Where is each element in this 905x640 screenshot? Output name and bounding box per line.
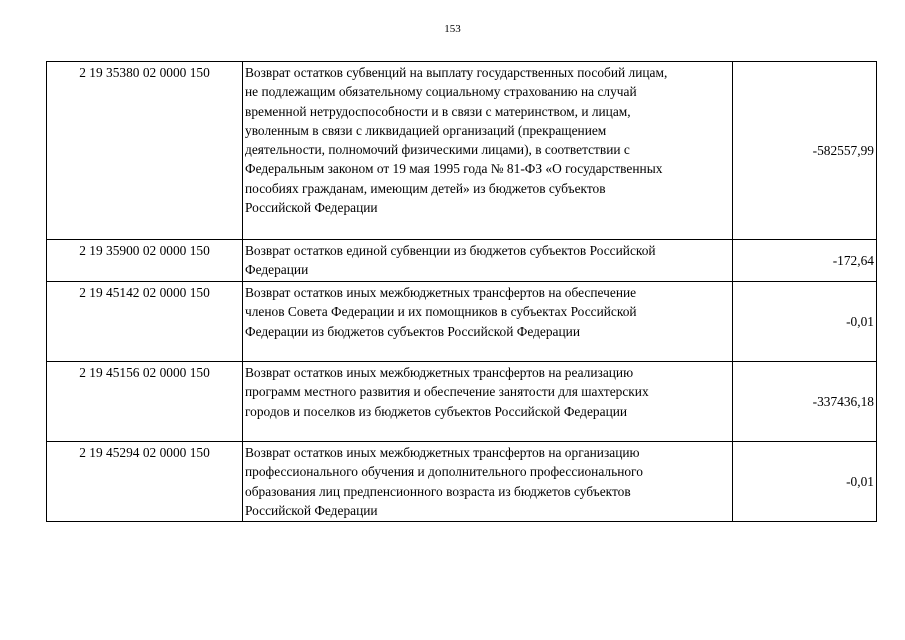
description-line: Возврат остатков иных межбюджетных трансфертов на обеспечение — [245, 285, 637, 300]
description-line: Российской Федерации — [245, 502, 378, 518]
budget-code-cell: 2 19 35900 02 0000 150 — [47, 240, 243, 282]
description-line: Федерации — [245, 262, 309, 278]
description-line: Возврат остатков иных межбюджетных трансфертов на реализацию — [245, 365, 634, 380]
table-row — [47, 362, 877, 442]
description-line: Возврат остатков субвенций на выплату государственных пособий лицам, — [245, 65, 668, 80]
amount-cell: -0,01 — [733, 442, 877, 522]
budget-code-cell: 2 19 35380 02 0000 150 — [47, 62, 243, 240]
budget-code-cell: 2 19 45142 02 0000 150 — [47, 282, 243, 362]
description-line: Федерации из бюджетов субъектов Российской Федерации — [245, 323, 580, 339]
description-cell — [243, 362, 733, 442]
description-line: Российской Федерации — [245, 200, 378, 216]
description-line: уволенным в связи с ликвидацией организаций (прекращением — [245, 122, 607, 138]
amount-cell: -582557,99 — [733, 62, 877, 240]
description-line: членов Совета Федерации и их помощников в субъектах Российской — [245, 304, 637, 320]
budget-code-cell: 2 19 45156 02 0000 150 — [47, 362, 243, 442]
amount-cell: -0,01 — [733, 282, 877, 362]
description-cell — [243, 442, 733, 522]
description-line: Возврат остатков иных межбюджетных трансфертов на организацию — [245, 445, 640, 460]
table-row — [47, 282, 877, 362]
amount-cell: -172,64 — [733, 240, 877, 282]
description-line: не подлежащим обязательному социальному страхованию на случай — [245, 84, 637, 100]
description-line: городов и поселков из бюджетов субъектов Российской Федерации — [245, 403, 628, 419]
table-row — [47, 62, 877, 240]
description-cell — [243, 240, 733, 282]
table-row — [47, 240, 877, 282]
amount-cell: -337436,18 — [733, 362, 877, 442]
description-line: пособиях гражданам, имеющим детей» из бюджетов субъектов — [245, 180, 606, 196]
description-line: образования лиц предпенсионного возраста из бюджетов субъектов — [245, 483, 631, 499]
description-line: деятельности, полномочий физическими лицами), в соответствии с — [245, 142, 630, 158]
description-line: временной нетрудоспособности и в связи с материнством, и лицам, — [245, 103, 631, 119]
description-cell — [243, 62, 733, 240]
description-line: программ местного развития и обеспечение занятости для шахтерских — [245, 384, 649, 400]
table-row — [47, 442, 877, 522]
description-cell — [243, 282, 733, 362]
budget-table — [46, 61, 877, 522]
budget-code-cell: 2 19 45294 02 0000 150 — [47, 442, 243, 522]
description-line: Федеральным законом от 19 мая 1995 года № 81-ФЗ «О государственных — [245, 161, 663, 177]
description-line: профессионального обучения и дополнительного профессионального — [245, 464, 643, 480]
description-line: Возврат остатков единой субвенции из бюджетов субъектов Российской — [245, 243, 656, 258]
page-number: 153 — [444, 23, 461, 35]
